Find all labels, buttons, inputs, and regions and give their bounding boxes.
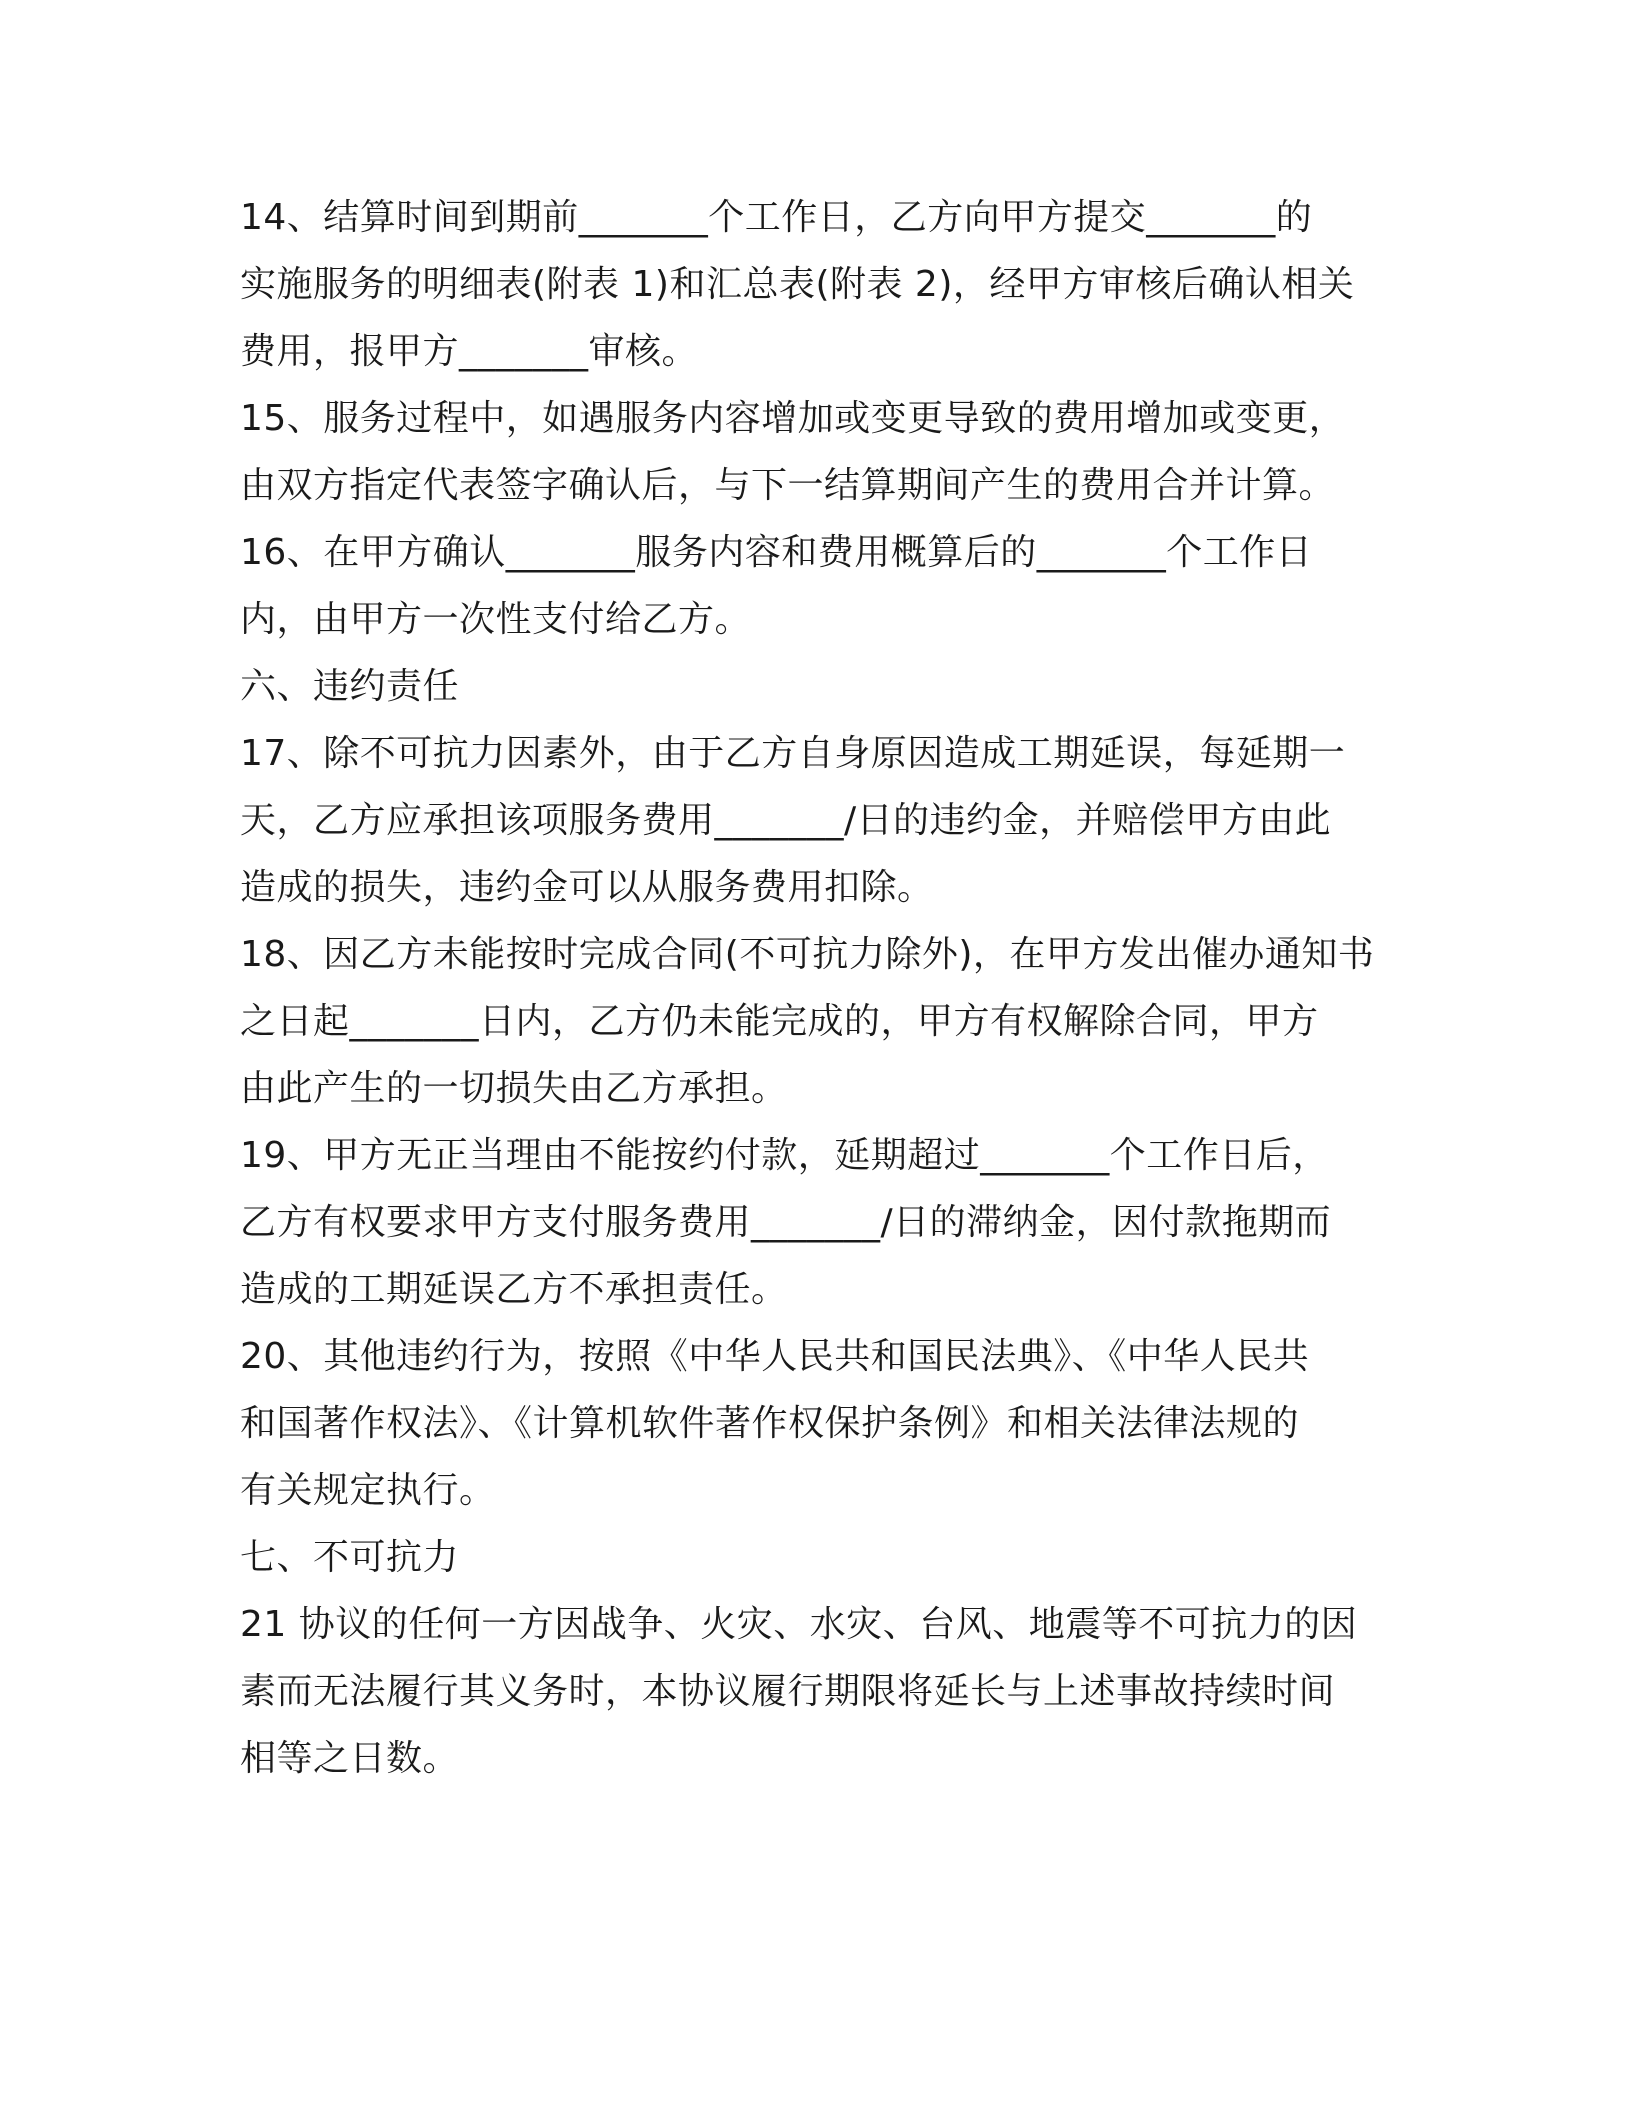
clause-19-line-2: 乙方有权要求甲方支付服务费用_______/日的滞纳金，因付款拖期而 (240, 1202, 1332, 1243)
clause-21-line-3: 相等之日数。 (240, 1738, 460, 1779)
clause-18-line-1: 18、因乙方未能按时完成合同(不可抗力除外)，在甲方发出催办通知书 (240, 934, 1375, 975)
clause-15-line-2: 由双方指定代表签字确认后，与下一结算期间产生的费用合并计算。 (240, 465, 1336, 506)
clause-16-line-1: 16、在甲方确认_______服务内容和费用概算后的_______个工作日 (240, 532, 1313, 573)
clause-15-line-1: 15、服务过程中，如遇服务内容增加或变更导致的费用增加或变更， (240, 398, 1346, 439)
section-heading-force-majeure: 七、不可抗力 (240, 1537, 460, 1578)
document-body (240, 184, 1410, 1792)
clause-14-line-3: 费用，报甲方_______审核。 (240, 331, 699, 372)
clause-20-line-1: 20、其他违约行为，按照《中华人民共和国民法典》、《中华人民共 (240, 1336, 1310, 1377)
clause-17-line-1: 17、除不可抗力因素外，由于乙方自身原因造成工期延误，每延期一 (240, 733, 1346, 774)
clause-20-line-3: 有关规定执行。 (240, 1470, 496, 1511)
clause-16-line-2: 内，由甲方一次性支付给乙方。 (240, 599, 752, 640)
clause-18-line-2: 之日起_______日内，乙方仍未能完成的，甲方有权解除合同，甲方 (240, 1001, 1319, 1042)
clause-14-line-2: 实施服务的明细表(附表 1)和汇总表(附表 2)，经甲方审核后确认相关 (240, 264, 1355, 305)
clause-20-line-2: 和国著作权法》、《计算机软件著作权保护条例》和相关法律法规的 (240, 1403, 1300, 1444)
clause-19-line-1: 19、甲方无正当理由不能按约付款，延期超过_______个工作日后， (240, 1135, 1329, 1176)
clause-21-line-2: 素而无法履行其义务时，本协议履行期限将延长与上述事故持续时间 (240, 1671, 1336, 1712)
clause-21-line-1: 21 协议的任何一方因战争、火灾、水灾、台风、地震等不可抗力的因 (240, 1604, 1358, 1645)
clause-14-line-1: 14、结算时间到期前_______个工作日，乙方向甲方提交_______的 (240, 197, 1313, 238)
section-heading-breach: 六、违约责任 (240, 666, 460, 707)
clause-19-line-3: 造成的工期延误乙方不承担责任。 (240, 1269, 788, 1310)
clause-17-line-3: 造成的损失，违约金可以从服务费用扣除。 (240, 867, 934, 908)
clause-17-line-2: 天，乙方应承担该项服务费用_______/日的违约金，并赔偿甲方由此 (240, 800, 1332, 841)
clause-18-line-3: 由此产生的一切损失由乙方承担。 (240, 1068, 788, 1109)
